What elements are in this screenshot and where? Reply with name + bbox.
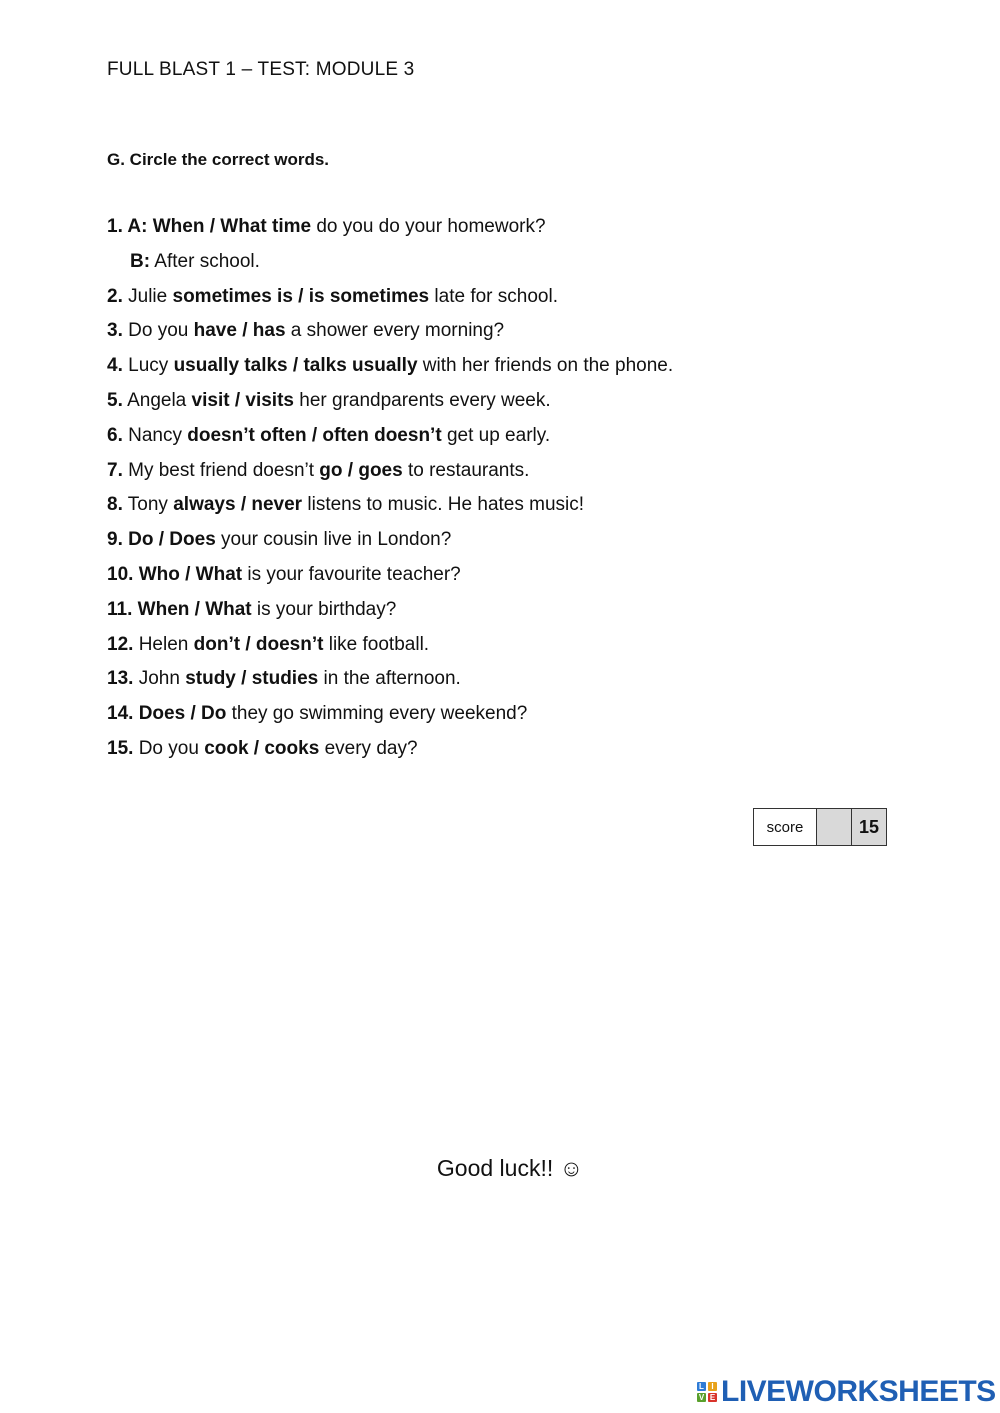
score-box	[753, 808, 887, 846]
question-number: 7.	[107, 459, 123, 481]
question-text-before: Do you	[133, 737, 205, 759]
page-title: FULL BLAST 1 – TEST: MODULE 3	[107, 59, 415, 80]
question-text-before: John	[133, 668, 186, 690]
question-text-before: Angela	[122, 389, 192, 411]
question-text-after: do you do your homework?	[311, 216, 546, 237]
exercise-instruction: G. Circle the correct words.	[107, 150, 330, 169]
good-luck-message: Good luck!! ☺	[436, 1155, 584, 1181]
question-number: 2.	[107, 285, 123, 307]
question-text-after: listens to music. He hates music!	[302, 494, 585, 516]
answer-options[interactable]: don’t / doesn’t	[193, 633, 324, 655]
question-number: 14.	[107, 703, 134, 725]
question-number: 13.	[107, 668, 134, 690]
question-item	[107, 245, 673, 280]
answer-options[interactable]: go / goes	[319, 459, 403, 481]
answer-options[interactable]: have / has	[193, 320, 286, 342]
question-text-after: every day?	[319, 737, 418, 759]
question-item	[107, 454, 673, 489]
answer-options[interactable]: Who / What	[138, 563, 243, 585]
question-text-after: in the afternoon.	[318, 668, 461, 690]
question-item	[107, 558, 673, 593]
question-text-after: her grandparents every week.	[293, 389, 551, 411]
question-number: 15.	[107, 737, 134, 759]
question-item	[107, 697, 673, 732]
question-item	[107, 488, 673, 523]
answer-options[interactable]: always / never	[173, 494, 303, 516]
question-item	[107, 628, 673, 663]
question-item	[107, 280, 673, 315]
logo-text: LIVEWORKSHEETS	[721, 1375, 996, 1408]
question-number: 9.	[107, 529, 123, 551]
question-item	[107, 662, 673, 697]
score-input[interactable]	[817, 809, 852, 845]
question-text-before: My best friend doesn’t	[122, 459, 320, 481]
question-text-after: like football.	[323, 633, 430, 655]
question-text-before: Julie	[122, 285, 173, 307]
question-number: 12.	[107, 633, 134, 655]
question-item	[107, 593, 673, 628]
question-item	[107, 732, 673, 767]
question-text-after: After school.	[150, 250, 260, 272]
question-number: 6.	[107, 424, 123, 446]
question-text-before: Lucy	[122, 355, 174, 377]
score-label: score	[754, 809, 817, 845]
question-item	[107, 314, 673, 349]
question-number: 4.	[107, 355, 123, 377]
question-text-after: is your birthday?	[251, 598, 397, 620]
question-text-after: your cousin live in London?	[215, 529, 452, 551]
question-item	[107, 349, 673, 384]
question-text-before: Helen	[133, 633, 194, 655]
question-text-after: get up early.	[441, 424, 551, 446]
question-item	[107, 419, 673, 454]
question-list	[107, 210, 673, 767]
question-text-before: Tony	[122, 494, 174, 516]
question-text-after: to restaurants.	[402, 459, 530, 481]
question-number: 1. A:	[107, 216, 148, 237]
question-text-after: late for school.	[429, 285, 558, 307]
question-text-after: is your favourite teacher?	[242, 563, 461, 585]
question-number: 5.	[107, 389, 123, 411]
answer-options[interactable]: doesn’t often / often doesn’t	[187, 424, 442, 446]
question-text-after: with her friends on the phone.	[417, 355, 674, 377]
score-total: 15	[852, 809, 886, 845]
answer-options[interactable]: When / What time	[152, 216, 312, 237]
answer-options[interactable]: sometimes is / is sometimes	[172, 285, 430, 307]
question-item	[107, 523, 673, 558]
question-number: B:	[130, 250, 151, 272]
question-item	[107, 210, 673, 245]
answer-options[interactable]: Do / Does	[128, 529, 216, 551]
question-text-after: a shower every morning?	[285, 320, 505, 342]
question-number: 3.	[107, 320, 123, 342]
question-number: 8.	[107, 494, 123, 516]
question-item	[107, 384, 673, 419]
question-text-after: they go swimming every weekend?	[226, 703, 528, 725]
answer-options[interactable]: visit / visits	[191, 389, 294, 411]
question-text-before: Do you	[122, 320, 194, 342]
question-number: 10.	[107, 563, 134, 585]
question-text-before: Nancy	[122, 424, 188, 446]
logo-mark-icon: L I V E	[698, 1382, 716, 1402]
liveworksheets-logo[interactable]	[697, 1375, 996, 1409]
answer-options[interactable]: usually talks / talks usually	[173, 355, 418, 377]
question-number: 11.	[107, 598, 133, 620]
answer-options[interactable]: cook / cooks	[204, 737, 320, 759]
answer-options[interactable]: Does / Do	[138, 703, 227, 725]
answer-options[interactable]: study / studies	[185, 668, 319, 690]
answer-options[interactable]: When / What	[137, 598, 252, 620]
